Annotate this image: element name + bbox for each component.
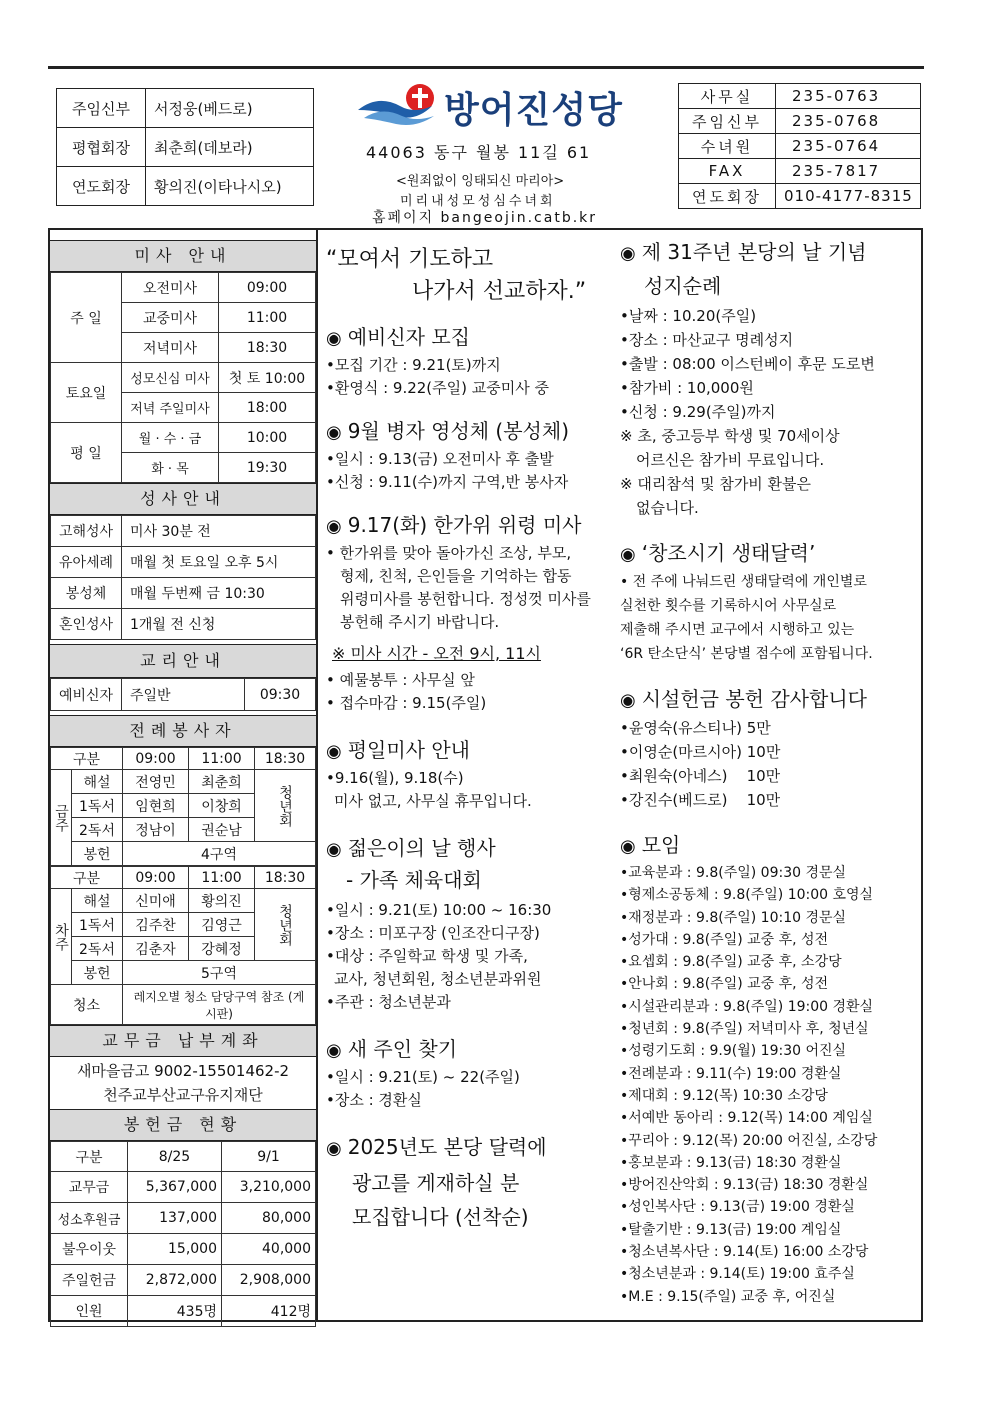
offering-kind: 교무금 (51, 1172, 128, 1203)
donation-title: 시설헌금 봉헌 감사합니다 (641, 687, 867, 711)
chuseok-line: 형제, 친척, 은인들을 기억하는 합동 (340, 567, 572, 585)
catechumen-line: •모집 기간 : 9.21(토)까지 (326, 356, 501, 374)
offering-kind: 성소후원금 (51, 1203, 128, 1234)
calendar-heading (326, 1130, 608, 1166)
doctrine-time: 09:30 (245, 679, 316, 711)
meeting-item: •안나회 : 9.8(주일) 교중 후, 성전 (620, 976, 829, 993)
offering-amount: 5,367,000 (128, 1172, 222, 1203)
meeting-item: •성령기도회 : 9.9(월) 19:30 어진실 (620, 1043, 847, 1060)
offering-kind: 주일헌금 (51, 1265, 128, 1296)
pilgrim-line: •신청 : 9.29(주일)까지 (620, 403, 776, 421)
meeting-item: •홍보분과 : 9.13(금) 18:30 경환실 (620, 1154, 842, 1171)
servers-head: 18:30 (255, 867, 316, 889)
phone-number: 235-0764 (776, 134, 921, 159)
sick-heading (326, 416, 608, 448)
meeting-item: •방어진산악회 : 9.13(금) 18:30 경환실 (620, 1177, 869, 1194)
server-name: 최춘희 (189, 770, 255, 794)
servers-head: 09:00 (123, 748, 189, 770)
sacrament-info: 매월 두번째 금 10:30 (122, 578, 316, 609)
pilgrim-note: 없습니다. (636, 499, 699, 517)
sacrament-name: 고해성사 (51, 516, 122, 547)
server-role: 2독서 (72, 818, 123, 842)
bullet-icon: ◉ (620, 243, 636, 264)
pilgrim-title: 제 31주년 본당의 날 기념 (641, 240, 867, 264)
officer-row (57, 89, 314, 128)
server-name: 신미애 (123, 889, 189, 913)
meeting-item: •요셉회 : 9.8(주일) 교중 후, 소강당 (620, 954, 842, 971)
offering-head: 구분 (51, 1142, 128, 1172)
chuseok-heading (326, 510, 608, 542)
officers-table (56, 88, 314, 206)
bullet-icon: ◉ (326, 741, 342, 762)
weekday-title: 평일미사 안내 (347, 738, 470, 762)
catechumen-title: 예비신자 모집 (347, 325, 470, 349)
pilgrim-subtitle: 성지순례 (644, 274, 722, 298)
meeting-title: 모임 (641, 833, 681, 857)
youth-line: 교사, 청년회원, 청소년분과위원 (334, 970, 542, 988)
parish-homepage[interactable]: 홈페이지 bangeojin.catb.kr (372, 210, 598, 226)
doctrine-table (50, 678, 316, 711)
servers-title: 전례봉사자 (50, 715, 316, 747)
server-name: 강혜정 (188, 937, 254, 961)
offering-amount: 40,000 (222, 1234, 316, 1265)
sacrament-info: 미사 30분 전 (122, 516, 316, 547)
officer-role: 평협회장 (57, 128, 146, 167)
pilgrim-line: •장소 : 마산교구 명례성지 (620, 331, 794, 349)
eco-title: ‘창조시기 생태달력’ (641, 541, 816, 565)
server-name: 김춘자 (123, 937, 189, 961)
parish-patron: <원죄없이 잉태되신 마리아> (396, 174, 565, 189)
bullet-icon: ◉ (326, 839, 342, 860)
servers-head: 09:00 (123, 867, 189, 889)
motto-line2: 나가서 선교하자.” (412, 279, 587, 304)
mass-name: 오전미사 (122, 273, 219, 303)
chuseok-line: • 한가위를 맞아 돌아가신 조상, 부모, (326, 544, 572, 562)
parish-logo (356, 76, 440, 128)
meeting-item: •성인복사단 : 9.13(금) 19:00 경환실 (620, 1199, 855, 1216)
mass-time: 19:30 (219, 453, 316, 483)
server-name: 정남이 (123, 818, 189, 842)
servers-head: 11:00 (188, 867, 254, 889)
meeting-item: •제대회 : 9.12(목) 10:30 소강당 (620, 1087, 828, 1104)
youth-line: •주관 : 청소년분과 (326, 993, 451, 1011)
chuseok-line: 봉헌해 주시기 바랍니다. (340, 613, 500, 631)
youth-line: •대상 : 주일학교 학생 및 가족, (326, 947, 528, 965)
mass-time: 18:00 (219, 393, 316, 423)
server-name: 황의진 (188, 889, 254, 913)
mass-time: 10:00 (219, 423, 316, 453)
mass-name: 성모신심 미사 (122, 363, 219, 393)
phone-label: 수녀원 (679, 134, 776, 159)
youth-subtitle: - 가족 체육대회 (346, 868, 482, 892)
left-column (50, 240, 316, 1327)
meeting-item: •시설관리분과 : 9.8(주일) 19:00 경환실 (620, 998, 874, 1015)
sacrament-info: 1개월 전 신청 (122, 609, 316, 640)
bullet-icon: ◉ (620, 836, 636, 857)
phone-label: 사무실 (679, 84, 776, 109)
phone-number: 235-7817 (776, 159, 921, 184)
cleaning-info: 레지오별 청소 담당구역 참조 (게시판) (123, 985, 316, 1025)
pilgrim-note: ※ 초, 중고등부 학생 및 70세이상 (620, 427, 840, 445)
officer-name: 최춘희(데보라) (146, 128, 314, 167)
account-title: 교무금 납부계좌 (50, 1025, 316, 1057)
parish-address: 44063 동구 월봉 11길 61 (366, 143, 592, 162)
officer-role: 연도회장 (57, 167, 146, 206)
meeting-item: •M.E : 9.15(주일) 교중 후, 어진실 (620, 1288, 836, 1305)
sick-line: •일시 : 9.13(금) 오전미사 후 출발 (326, 450, 554, 468)
phone-number: 235-0768 (776, 109, 921, 134)
meeting-item: •청소년복사단 : 9.14(토) 16:00 소강당 (620, 1244, 869, 1261)
mass-name: 화 · 목 (122, 453, 219, 483)
motto-line1: “모여서 기도하고 (326, 247, 494, 272)
sick-line: •신청 : 9.11(수)까지 구역,반 봉사자 (326, 473, 569, 491)
meeting-heading (620, 830, 918, 862)
week2-label: 차주 (51, 889, 72, 985)
sacrament-title: 성사안내 (50, 483, 316, 515)
offering-title: 봉헌금 현황 (50, 1109, 316, 1141)
account-holder: 천주교부산교구유지재단 (103, 1086, 263, 1104)
youth-heading (326, 833, 608, 865)
mass-time: 18:30 (219, 333, 316, 363)
bullet-icon: ◉ (620, 690, 636, 711)
mass-name: 저녁 주일미사 (122, 393, 219, 423)
sunday-label: 주 일 (51, 273, 122, 363)
servers-head: 구분 (51, 867, 123, 889)
server-name: 김영근 (188, 913, 254, 937)
eco-line: ‘6R 탄소단식’ 본당별 점수에 포함됩니다. (620, 646, 873, 662)
offering-head: 9/1 (222, 1142, 316, 1172)
sacrament-name: 혼인성사 (51, 609, 122, 640)
server-name: 전영민 (123, 770, 189, 794)
owner-line: •일시 : 9.21(토) ~ 22(주일) (326, 1068, 520, 1086)
offering-amount: 2,908,000 (222, 1265, 316, 1296)
meeting-item: •꾸리아 : 9.12(목) 20:00 어진실, 소강당 (620, 1132, 878, 1149)
chuseok-extra: • 예물봉투 : 사무실 앞 (326, 671, 475, 689)
mass-time: 11:00 (219, 303, 316, 333)
servers-head: 구분 (51, 748, 123, 770)
officer-row (57, 128, 314, 167)
sacrament-table (50, 515, 316, 640)
column-divider (316, 229, 318, 1321)
servers-head: 18:30 (255, 748, 316, 770)
offering-amount: 2,872,000 (128, 1265, 222, 1296)
meeting-item: •청소년분과 : 9.14(토) 19:00 효주실 (620, 1266, 855, 1283)
meeting-item: •성가대 : 9.8(주일) 교중 후, 성전 (620, 931, 829, 948)
pilgrim-note: 어르신은 참가비 무료입니다. (636, 451, 825, 469)
server-name: 이창희 (189, 794, 255, 818)
parish-community: 미리내성모성심수녀회 (400, 194, 556, 209)
sacrament-info: 매월 첫 토요일 오후 5시 (122, 547, 316, 578)
phone-label: 주임신부 (679, 109, 776, 134)
server-role: 1독서 (72, 913, 123, 937)
mass-name: 저녁미사 (122, 333, 219, 363)
server-role: 해설 (72, 889, 123, 913)
offer-district: 5구역 (123, 961, 316, 985)
weekday-line: 미사 없고, 사무실 휴무입니다. (334, 792, 532, 810)
bullet-icon: ◉ (326, 1138, 342, 1159)
offering-kind: 불우이웃 (51, 1234, 128, 1265)
offering-head: 8/25 (128, 1142, 222, 1172)
chuseok-extra: • 접수마감 : 9.15(주일) (326, 694, 487, 712)
donation-heading (620, 684, 918, 716)
sick-title: 9월 병자 영성체 (봉성체) (347, 419, 570, 443)
meeting-item: •서예반 동아리 : 9.12(목) 14:00 계임실 (620, 1110, 873, 1127)
server-name: 권순남 (189, 818, 255, 842)
server-role: 2독서 (72, 937, 123, 961)
catechumen-line: •환영식 : 9.22(주일) 교중미사 중 (326, 379, 549, 397)
donation-line: •최원숙(아네스) 10만 (620, 767, 781, 785)
eco-heading (620, 538, 918, 570)
owner-heading (326, 1034, 608, 1066)
offering-amount: 80,000 (222, 1203, 316, 1234)
bullet-icon: ◉ (326, 328, 342, 349)
offering-amount: 137,000 (128, 1203, 222, 1234)
pilgrim-line: •출발 : 08:00 이스턴베이 후문 도로변 (620, 355, 875, 373)
weekday-heading (326, 735, 608, 767)
officer-name: 황의진(이타나시오) (146, 167, 314, 206)
week1-label: 금주 (51, 770, 72, 866)
mass-table (50, 272, 316, 483)
weekday-line: •9.16(월), 9.18(수) (326, 769, 464, 787)
offering-amount: 3,210,000 (222, 1172, 316, 1203)
owner-title: 새 주인 찾기 (347, 1037, 458, 1061)
server-role: 1독서 (72, 794, 123, 818)
donation-line: •강진수(베드로) 10만 (620, 791, 781, 809)
owner-line: •장소 : 경환실 (326, 1091, 422, 1109)
youth-line: •일시 : 9.21(토) 10:00 ~ 16:30 (326, 901, 552, 919)
mass-guide-title: 미사 안내 (50, 240, 316, 272)
chuseok-line: 위령미사를 봉헌합니다. 정성껏 미사를 (340, 590, 591, 608)
pilgrim-note: ※ 대리참석 및 참가비 환불은 (620, 475, 812, 493)
eco-line: • 전 주에 나눠드린 생태달력에 개인별로 (620, 574, 867, 590)
offer-label: 봉헌 (72, 842, 123, 866)
meeting-item: •전례분과 : 9.11(수) 19:00 경환실 (620, 1065, 842, 1082)
phone-row (679, 134, 921, 159)
offering-table (50, 1141, 316, 1327)
pilgrim-heading (620, 236, 918, 270)
pilgrim-line: •날짜 : 10.20(주일) (620, 307, 757, 325)
eco-line: 실천한 횟수를 기록하시어 사무실로 (620, 598, 837, 614)
chuseok-title: 9.17(화) 한가위 위령 미사 (347, 513, 582, 537)
account-number: 새마을금고 9002-15501462-2 (76, 1062, 290, 1080)
calendar-title-line2: 광고를 게재하실 분 (352, 1171, 520, 1195)
phone-row (679, 159, 921, 184)
youth-label: 청년회 (255, 889, 316, 961)
meeting-item: •재정분과 : 9.8(주일) 10:10 경문실 (620, 909, 847, 926)
pilgrim-line: •참가비 : 10,000원 (620, 379, 754, 397)
weekday-label: 평 일 (51, 423, 122, 483)
donation-line: •윤영숙(유스티나) 5만 (620, 719, 771, 737)
meeting-item: •교육분과 : 9.8(주일) 09:30 경문실 (620, 865, 847, 881)
server-name: 김주찬 (123, 913, 189, 937)
mass-name: 월 · 수 · 금 (122, 423, 219, 453)
bullet-icon: ◉ (326, 1040, 342, 1061)
server-name: 임현희 (123, 794, 189, 818)
offer-label: 봉헌 (72, 961, 123, 985)
parish-name: 방어진성당 (444, 90, 623, 131)
meeting-item: •형제소공동체 : 9.8(주일) 10:00 호영실 (620, 887, 874, 904)
offering-amount: 412명 (222, 1296, 316, 1327)
bullet-icon: ◉ (326, 516, 342, 537)
eco-line: 제출해 주시면 교구에서 시행하고 있는 (620, 622, 855, 638)
offering-amount: 15,000 (128, 1234, 222, 1265)
donation-line: •이영순(마르시아) 10만 (620, 743, 781, 761)
chuseok-time: ※ 미사 시간 - 오전 9시, 11시 (332, 644, 541, 663)
phone-row (679, 184, 921, 209)
phone-table (678, 83, 921, 209)
youth-line: •장소 : 미포구장 (인조잔디구장) (326, 924, 540, 942)
youth-label: 청년회 (255, 770, 316, 842)
meeting-list (620, 862, 918, 1308)
servers-table-week1 (50, 747, 316, 866)
phone-number: 010-4177-8315 (776, 184, 921, 209)
phone-row (679, 84, 921, 109)
offering-amount: 435명 (128, 1296, 222, 1327)
mass-time: 첫 토 10:00 (219, 363, 316, 393)
right-column (620, 236, 918, 1308)
cleaning-label: 청소 (51, 985, 123, 1025)
doctrine-class: 주일반 (122, 679, 245, 711)
calendar-title-line3: 모집합니다 (선착순) (352, 1205, 529, 1229)
servers-head: 11:00 (189, 748, 255, 770)
mass-time: 09:00 (219, 273, 316, 303)
officer-role: 주임신부 (57, 89, 146, 128)
sacrament-name: 유아세례 (51, 547, 122, 578)
offering-kind: 인원 (51, 1296, 128, 1327)
bullet-icon: ◉ (326, 422, 342, 443)
youth-title: 젊은이의 날 행사 (347, 836, 496, 860)
doctrine-title: 교리안내 (50, 644, 316, 678)
servers-table-week2 (50, 866, 316, 1025)
catechumen-heading (326, 322, 608, 354)
phone-label: 연도회장 (679, 184, 776, 209)
phone-number: 235-0763 (776, 84, 921, 109)
sacrament-name: 봉성체 (51, 578, 122, 609)
top-rule (48, 66, 924, 69)
phone-row (679, 109, 921, 134)
server-role: 해설 (72, 770, 123, 794)
phone-label: FAX (679, 159, 776, 184)
middle-column (326, 244, 608, 1234)
meeting-item: •청년회 : 9.8(주일) 저녁미사 후, 청년실 (620, 1021, 869, 1038)
mass-name: 교중미사 (122, 303, 219, 333)
offer-district: 4구역 (123, 842, 316, 866)
saturday-label: 토요일 (51, 363, 122, 423)
doctrine-name: 예비신자 (51, 679, 122, 711)
calendar-title: 2025년도 본당 달력에 (347, 1135, 547, 1159)
officer-row (57, 167, 314, 206)
officer-name: 서정웅(베드로) (146, 89, 314, 128)
meeting-item: •탈출기반 : 9.13(금) 19:00 계임실 (620, 1221, 842, 1238)
bullet-icon: ◉ (620, 544, 636, 565)
